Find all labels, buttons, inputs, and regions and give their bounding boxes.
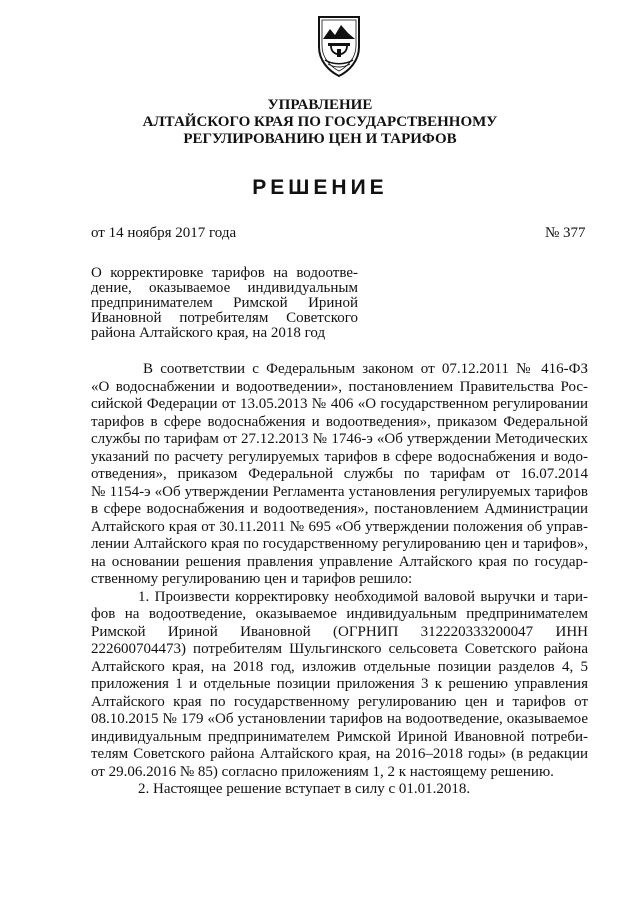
- coat-of-arms-icon: [313, 13, 365, 79]
- subject-line: Ивановной потребителям Советского: [91, 310, 358, 326]
- text-line: от 29.06.2016 № 85) согласно приложениям 1, 2 к настоящему решению.: [91, 763, 554, 780]
- subject-line: предпринимателем Римской Ириной: [91, 295, 358, 311]
- text-line: службы по тарифам от 27.12.2013 № 1746-э «Об утверждении Методических: [91, 431, 588, 447]
- text-line: Алтайского края от 30.11.2011 № 695 «Об утверждении положения об управ-: [91, 518, 588, 535]
- subject-line: О корректировке тарифов на водоотве-: [91, 265, 358, 281]
- text-line: фов на водоотведение, оказываемое индивидуальным предпринимателем: [91, 606, 588, 622]
- document-date: от 14 ноября 2017 года: [91, 225, 237, 241]
- org-name-line1: УПРАВЛЕНИЕ: [267, 97, 373, 113]
- document-body: [91, 361, 588, 799]
- text-line: 2. Настоящее решение вступает в силу с 01.01.2018.: [138, 781, 471, 797]
- text-line: ственному регулированию цен и тарифов решило:: [91, 571, 413, 587]
- item-1-paragraph: [91, 589, 588, 782]
- text-line: в сфере водоснабжения и водоотведения», постановлением Администрации: [91, 501, 588, 517]
- item-2-paragraph: [91, 781, 588, 799]
- document-title: РЕШЕНИЕ: [252, 176, 388, 199]
- text-line: 1. Произвести корректировку необходимой валовой выручки и тари-: [138, 588, 588, 605]
- text-line: В соответствии с Федеральным законом от 07.12.2011 № 416-ФЗ: [143, 361, 588, 377]
- org-name-line3: РЕГУЛИРОВАНИЮ ЦЕН И ТАРИФОВ: [183, 131, 457, 147]
- subject-line: дение, оказываемое индивидуальным: [91, 280, 358, 296]
- text-line: Алтайского края по государственному регулированию цен и тарифов от: [91, 693, 588, 710]
- text-line: тарифов в сфере водоснабжения и водоотведения», приказом Федеральной: [91, 413, 588, 430]
- text-line: лении Алтайского края по государственному регулированию цен и тарифов»,: [91, 536, 588, 552]
- text-line: сийской Федерации от 13.05.2013 № 406 «О государственном регулировании: [91, 396, 588, 412]
- text-line: отведения», приказом Федеральной службы по тарифам от 16.07.2014: [91, 466, 588, 482]
- document-number: № 377: [545, 225, 586, 241]
- subject-line: района Алтайского края, на 2018 год: [91, 325, 326, 341]
- text-line: Римской Ириной Ивановной (ОГРНИП 312220333200047 ИНН: [91, 623, 588, 640]
- org-name-line2: АЛТАЙСКОГО КРАЯ ПО ГОСУДАРСТВЕННОМУ: [142, 114, 498, 130]
- document-subject: [91, 266, 358, 341]
- text-line: индивидуальным предпринимателем Римской Ириной Ивановной потреби-: [91, 728, 588, 745]
- text-line: 08.10.2015 № 179 «Об установлении тарифов на водоотведение, оказываемое: [91, 711, 588, 727]
- text-line: приложения 1 и отдельные позиции приложения 3 к решению управления: [91, 676, 588, 692]
- text-line: Алтайского края, на 2018 год, изложив отдельные позиции разделов 4, 5: [91, 658, 588, 675]
- text-line: телям Советского района Алтайского края, на 2016–2018 годы» (в редакции: [91, 746, 588, 762]
- text-line: указаний по расчету регулируемых тарифов в сфере водоснабжения и водо-: [91, 448, 588, 465]
- text-line: «О водоснабжении и водоотведении», постановлением Правительства Рос-: [91, 378, 588, 395]
- text-line: 222600704473) потребителям Шульгинского сельсовета Советского района: [91, 641, 588, 657]
- text-line: № 1154-э «Об утверждении Регламента установления регулируемых тарифов: [91, 483, 588, 500]
- preamble-paragraph: [91, 361, 588, 589]
- text-line: на основании решения правления управление Алтайского края по государ-: [91, 553, 588, 570]
